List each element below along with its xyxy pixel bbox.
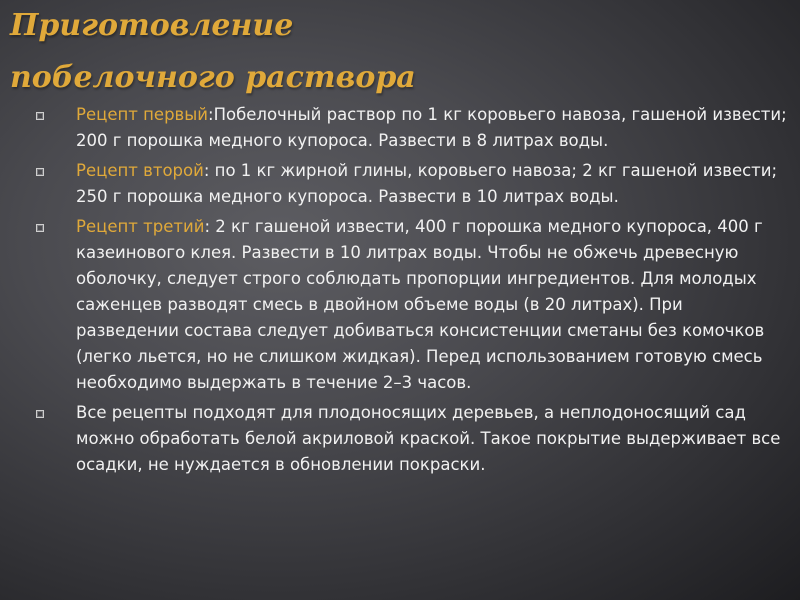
slide-title xyxy=(10,0,770,104)
summary-text: Все рецепты подходят для плодоносящих деревьев, а неплодоносящий сад можно обработать белой акриловой краской. Такое покрытие выдерживает все осадки, не нуждается в обновлении покраски. xyxy=(76,403,781,474)
recipe-label-3: Рецепт третий xyxy=(76,217,205,236)
slide-title-line-2: побелочного раствора xyxy=(10,60,416,95)
slide-title-line-1: Приготовление xyxy=(10,8,294,43)
recipe-label-2: Рецепт второй xyxy=(76,161,204,180)
summary-item xyxy=(30,400,790,478)
recipe-label-1: Рецепт первый xyxy=(76,105,209,124)
recipe-text-2: : по 1 кг жирной глины, коровьего навоза; 2 кг гашеной извести; 250 г порошка медного купороса. Развести в 10 литрах воды. xyxy=(76,161,778,206)
recipe-text-1: :Побелочный раствор по 1 кг коровьего навоза, гашеной извести; 200 г порошка медного купороса. Развести в 8 литрах воды. xyxy=(76,105,787,150)
recipe-item-1 xyxy=(30,102,790,154)
recipe-item-2 xyxy=(30,158,790,210)
content-list xyxy=(30,102,790,482)
square-bullet-icon xyxy=(36,168,44,176)
recipe-item-3 xyxy=(30,214,790,396)
recipe-text-3: : 2 кг гашеной извести, 400 г порошка медного купороса, 400 г казеинового клея. Развести в 10 литрах воды. Чтобы не обжечь древесную оболочку, следует строго соблюдать пропорции ингредиентов. Для молодых саженцев разводят смесь в двойном объеме воды (в 20 литрах). При разведении состава следует добиваться консистенции сметаны без комочков (легко льется, но не слишком жидкая). Перед использованием готовую смесь необходимо выдержать в течение 2–3 часов. xyxy=(76,217,765,392)
square-bullet-icon xyxy=(36,112,44,120)
square-bullet-icon xyxy=(36,410,44,418)
square-bullet-icon xyxy=(36,224,44,232)
